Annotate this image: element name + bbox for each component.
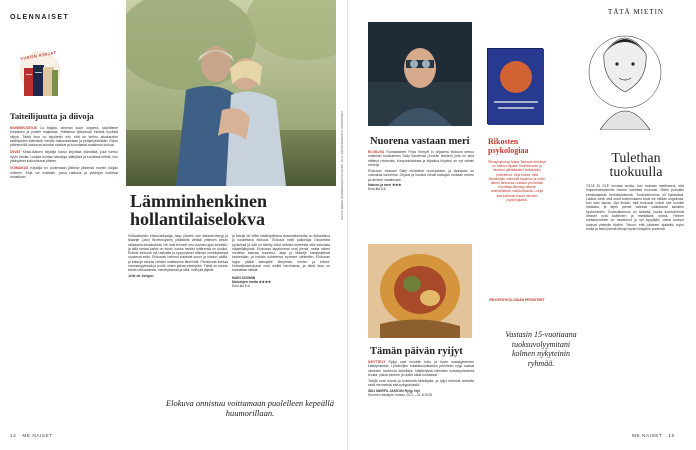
column-body [586, 184, 684, 231]
article-column-1 [128, 234, 228, 278]
col2-paragraph-1: NÄYTTELY Ryijyt ovat monelle tuttu, ja hyvin nostalgimenten kästitymaksto. Lyhdeviljen kolakkisuorituksen perinteen ryijyt saavat viimeisin modernia kekeliäys. Näyttelyssä nähdään kolmekymmentä teosta, joissa perinne ja uudet ideat kohtaavat. [368, 360, 474, 377]
article-photo [126, 0, 336, 186]
col1-date: Ensi-illa 5.5. [368, 187, 387, 192]
tapestry-photo [368, 244, 472, 338]
magazine-name-left: ME NAISET [22, 434, 53, 439]
sidebar-credit: RIKOSPSYKOLOGIAN PERUSTEET [489, 298, 545, 302]
sidebar-paragraph-3: VOIMAKAS Kirjailija on puolestaan jättänyt jälkensä monen lukijan mieleen. Kirja vie matkalle, jossa rakkaus ja ystävyys kulkevat rinnakkain. [10, 166, 118, 179]
article-body-2: ja Martje de Witte käsikirjoittama draamakomedia on ilahduttava ja koskettava elokuva. Elokuva voitti palkintoja Oscareiksi pyrkiessä ja sitä on kiitetty sekä aidosta tunteesta että vahvasta näyttelijätyöstä. Elokuvan tapahtumat ovat pieniä, mutta niiden merkitys kasvaa suureksi. Jaap ja Maartje kamppailevat keskenään, ja heidän suhteensa syvenee vähitellen. Elokuvan loppu jättää katsojalle lämpimän mielen ja toivoa. Hollantilaiselokuvat ovat meillä harvinaisia, ja tämä teos on kannattaa nähdä. [232, 234, 330, 273]
col2-heading: Tämän päivän ryijyt [370, 346, 463, 357]
folio-left [10, 434, 53, 439]
col1-paragraph-2: Elokuvan mukaan Sally muistelee nuoruuttaan, ja tarinassa on voimakas tunnelma. Ohjaus ja kuvaus vievät katsojan mukaan meren ja uimisen maailmaan. [368, 169, 474, 182]
column-heading: Tulethan tuokuulla [609, 151, 663, 180]
article-body: Hollantilainen elokuvaohjaaja Jaap (Martin van Waardenberg) ja Maartje (Jany Broekhuysen) päättävät viettää yhteisen kesän rakkaasta kesäkodista. He ovat tehneet sen vuosien ajan kesäisin, ja tällä kertaa kaikki on toisin, koska heidän tyttärensä on kuollut. Rutiinit tuntuvat nyt raskailta ja kysymykset elämän merkityksestä nousevat esiin. Elokuvan hahmot kulkevat surun ja lohdun välillä, ja katsoja seuraa heidän matkaansa lämmöllä. Pariskunta kohtaa menneisyytensä ja pohtii, miten jatkaa eteenpäin. Tämä on kaunis tarina rakkaudesta, menetyksestä ja siitä, mitä jää jäljelle. [128, 234, 228, 273]
article-author: Jelle de Jongen [128, 273, 154, 278]
col2-date: Suomen käsityön museo 10.3.—31.8.2025 [368, 393, 433, 398]
column-pull-quote: Vastasin 15-vuotiaana tuoksuvolyymitani kolmen nykyteinin ryhmää. [505, 330, 577, 368]
gutter [347, 0, 348, 450]
col1-credit: Nainen ja meri ★★★ [368, 183, 402, 188]
column-sticker: TÄTÄ MIETIN [608, 8, 664, 16]
sidebar-paragraph-1: MONIKIRJOITUS La Maglia, olenhan suuri ooppera, käpöttelee kohdasen ja puisee majakalla. Yläillansa työtarkoisi ihmisiä hyvästä viipyä. Tämä teos on kirjoitettu niin, että se kertoo aikakauden taiteilijoiden elämästä, heidän rakkauksistaan ja pettymyksistään. Kirjan päähenkilöt kasvavat arvoiksi naisiksi ja luovuttavat maailman kulkua. [10, 126, 118, 148]
sidebar-title: Rikosten psykologiaa [488, 137, 529, 155]
section-title: OLENNAISET [10, 14, 70, 21]
sidebar-heading: Taiteilijuutta ja diivoja [10, 111, 94, 121]
page-number-right: 15 [668, 434, 675, 439]
books-sticker: VIIKON KIRJAT [19, 49, 57, 62]
film-credit: MARI SODMIN Muistojen metta ★★★★ Ensi-illa 5.5. [232, 275, 271, 289]
pull-quote: Elokuva onnistuu voittamaan puolelleen kepeällä huumorillaan. [165, 398, 335, 418]
column-illustration [586, 14, 664, 130]
col1-heading: Nuorena vastaan meri [370, 136, 470, 147]
col1-paragraph-1: ELOKUVA Ruotsalainen Frida Kempff in ohjaama elokuva kertoo nokkelan toukkarinen Sally Bauerista (Josefin Neldén) jolla on aina riittänyt rohkeutta. Kaupunkitarinaa ja kilpailua kirjoitus on nyt valmis mennyt. [368, 150, 474, 167]
folio-right [632, 434, 675, 439]
article-column-2 [232, 234, 330, 289]
photo-credit: KUVAT: MEIKE DEKKER/ZEPHYR FILMS, OLLI HIRVONEN/ANTTI KAUPPINEN [340, 111, 344, 220]
sidebar-body [10, 126, 118, 179]
sidebar-paragraph-2: DIIVAT Keski-ikäinen kirjailija Kaisu kirjoittaa elämästä, joka tuntuu hyvin tutulta. Lukijaa kohtaa hauskoja yllätyksiä ja surullisia hetkiä, kun ystävykset kokoontuvat yhteen. [10, 150, 118, 164]
column-text: TÄTÄ EI OLE montaa vuotta, kun muistan miettineeni, että huipuvedessämme menee varmasti huonosti. Sitten puhuttiin kemikaaleista herkistymisestä. Tuokuuttomuus oli kyllästävä. Lisäksi vielä, että omat kokemukseni eivät ole mitään ongelmaa, kun sain lapsia. Nyt tiedän, että tuokuvat voivat olla monille hankalia, ja arjen pienet valinnat vaikuttavat kaikkien hyvinvointiin. Tuoksuttomuus on tärkeää, koska tuoksuherkät ihmiset ovat todellinen ja merkittävä ryhmä. Yleinen suhtautuminen on muuttunut ja nyt kysytään, mitkä tuoksut sopivat yhteisiin tiloihin. Toivon, että jokainen ajattelisi myös muita ja tekisi pieniä tekoja hyvän ilmapiirin puolesta. [586, 184, 684, 231]
col1-body [368, 150, 474, 192]
col2-paragraph-2: Tekijät ovat nuoria ja kokeneita taiteilijoita, ja ryijyt kertovat tarinoita sekä menneistä että nykypäivästä. [368, 379, 474, 388]
col2-credit: SIILI MURFU JAKKON Ryijy. Nyt [368, 388, 420, 393]
sidebar-text: Rikospsykologi Marja Tanhuan tietokirja on tuttuun tapaan henkilökuvan ja rikoksen jälkikäteisen tarkastelun yhdistelmä. Kirja kuvaa, mitä rikostekijän mielessä tapahtuu ja miten hänen tarinansa voidaan ymmärtää. Kirjoittaja lähestyy aihetta ammattilaisen näkökulmasta. Lukija saa kattavan kuvan rikosten psykologiasta. [488, 160, 546, 202]
page-number-left: 14 [10, 434, 17, 439]
film-photo [368, 22, 472, 126]
article-headline: Lämminhenkinen hollantilaiselokva [130, 191, 268, 229]
magazine-name-right: ME NAISET [632, 434, 663, 439]
book-cover [487, 48, 543, 124]
col2-body [368, 360, 474, 397]
